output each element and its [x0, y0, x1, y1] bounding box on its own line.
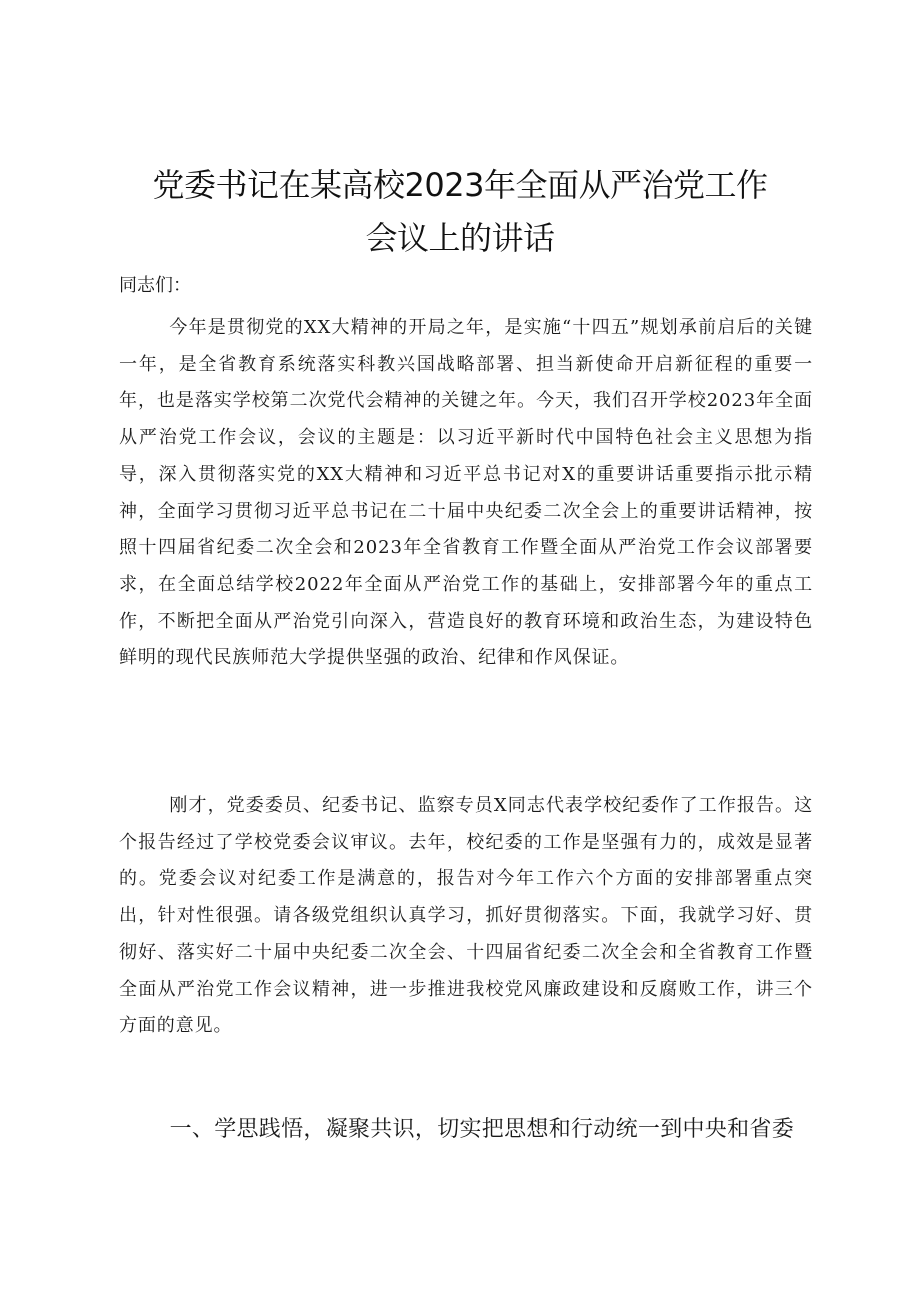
body-paragraph-1: 今年是贯彻党的XX大精神的开局之年，是实施“十四五”规划承前启后的关键一年，是全省教育系统落实科教兴国战略部署、担当新使命开启新征程的重要一年，也是落实学校第二次党代会精神的关键之年。今天，我们召开学校2023年全面从严治党工作会议，会议的主题是：以习近平新时代中国特色社会主义思想为指导，深入贯彻落实党的XX大精神和习近平总书记对X的重要讲话重要指示批示精神，全面学习贯彻习近平总书记在二十届中央纪委二次全会上的重要讲话精神，按照十四届省纪委二次全会和2023年全省教育工作暨全面从严治党工作会议部署要求，在全面总结学校2022年全面从严治党工作的基础上，安排部署今年的重点工作，不断把全面从严治党引向深入，营造良好的教育环境和政治生态，为建设特色鲜明的现代民族师范大学提供坚强的政治、纪律和作风保证。 — [119, 317, 813, 669]
salutation: 同志们： — [119, 275, 191, 296]
section-heading: 一、学思践悟，凝聚共识，切实把思想和行动统一到中央和省委 — [169, 1117, 794, 1142]
document-title-line-2: 会议上的讲话 — [365, 219, 555, 257]
body-paragraph-2: 刚才，党委委员、纪委书记、监察专员X同志代表学校纪委作了工作报告。这个报告经过了学校党委会议审议。去年，校纪委的工作是坚强有力的，成效是显著的。党委会议对纪委工作是满意的，报告对今年工作六个方面的安排部署重点突出，针对性很强。请各级党组织认真学习，抓好贯彻落实。下面，我就学习好、贯彻好、落实好二十届中央纪委二次全会、十四届省纪委二次全会和全省教育工作暨全面从严治党工作会议精神，进一步推进我校党风廉政建设和反腐败工作，讲三个方面的意见。 — [119, 795, 813, 1037]
document-title-line-1: 党委书记在某高校2023年全面从严治党工作 — [152, 166, 768, 204]
